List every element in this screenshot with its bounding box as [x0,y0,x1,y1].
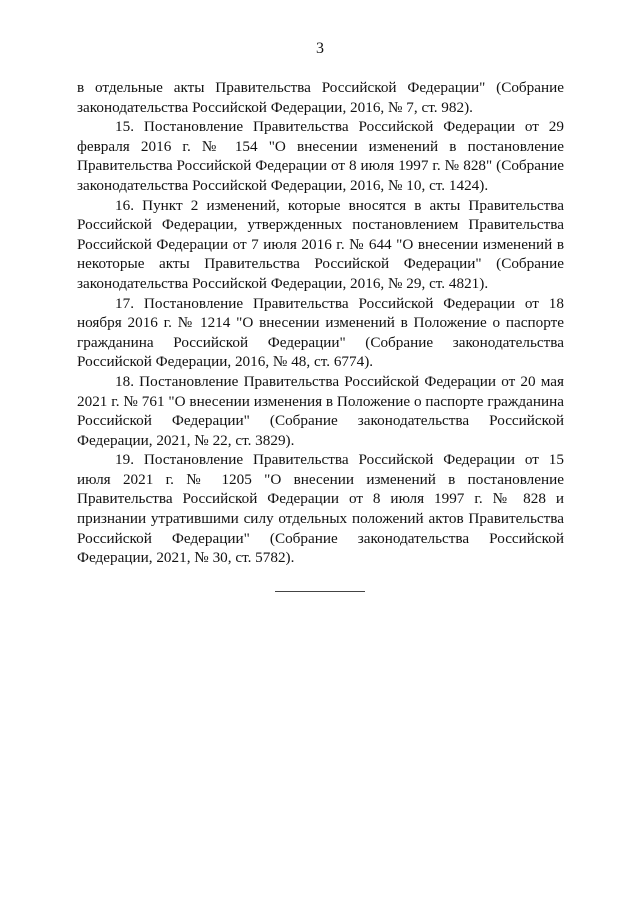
paragraph-item-15: 15. Постановление Правительства Российской Федерации от 29 февраля 2016 г. № 154 "О внесении изменений в постановление Правительства Российской Федерации от 8 июля 1997 г. № 828" (Собрание законодательства Российской Федерации, 2016, № 10, ст. 1424). [77,118,564,194]
paragraph-item-16: 16. Пункт 2 изменений, которые вносятся в акты Правительства Российской Федерации, утвержденных постановлением Правительства Российской Федерации от 7 июля 2016 г. № 644 "О внесении изменений в некоторые акты Правительства Российской Федерации" (Собрание законодательства Российской Федерации, 2016, № 29, ст. 4821). [77,196,564,292]
page-number: 3 [316,40,324,57]
paragraph-item-19: 19. Постановление Правительства Российской Федерации от 15 июля 2021 г. № 1205 "О внесении изменений в постановление Правительства Российской Федерации от 8 июля 1997 г. № 828 и признании утратившими силу отдельных положений актов Правительства Российской Федерации" (Собрание законодательства Российской Федерации, 2021, № 30, ст. 5782). [77,451,564,567]
end-separator-line [275,591,365,592]
paragraph-item-17: 17. Постановление Правительства Российской Федерации от 18 ноября 2016 г. № 1214 "О внесении изменений в Положение о паспорте гражданина Российской Федерации" (Собрание законодательства Российской Федерации, 2016, № 48, ст. 6774). [77,294,564,371]
document-body [77,78,564,568]
paragraph-continuation: в отдельные акты Правительства Российской Федерации" (Собрание законодательства Российской Федерации, 2016, № 7, ст. 982). [77,79,564,116]
paragraph-item-18: 18. Постановление Правительства Российской Федерации от 20 мая 2021 г. № 761 "О внесении изменения в Положение о паспорте гражданина Российской Федерации" (Собрание законодательства Российской Федерации, 2021, № 22, ст. 3829). [77,372,564,449]
